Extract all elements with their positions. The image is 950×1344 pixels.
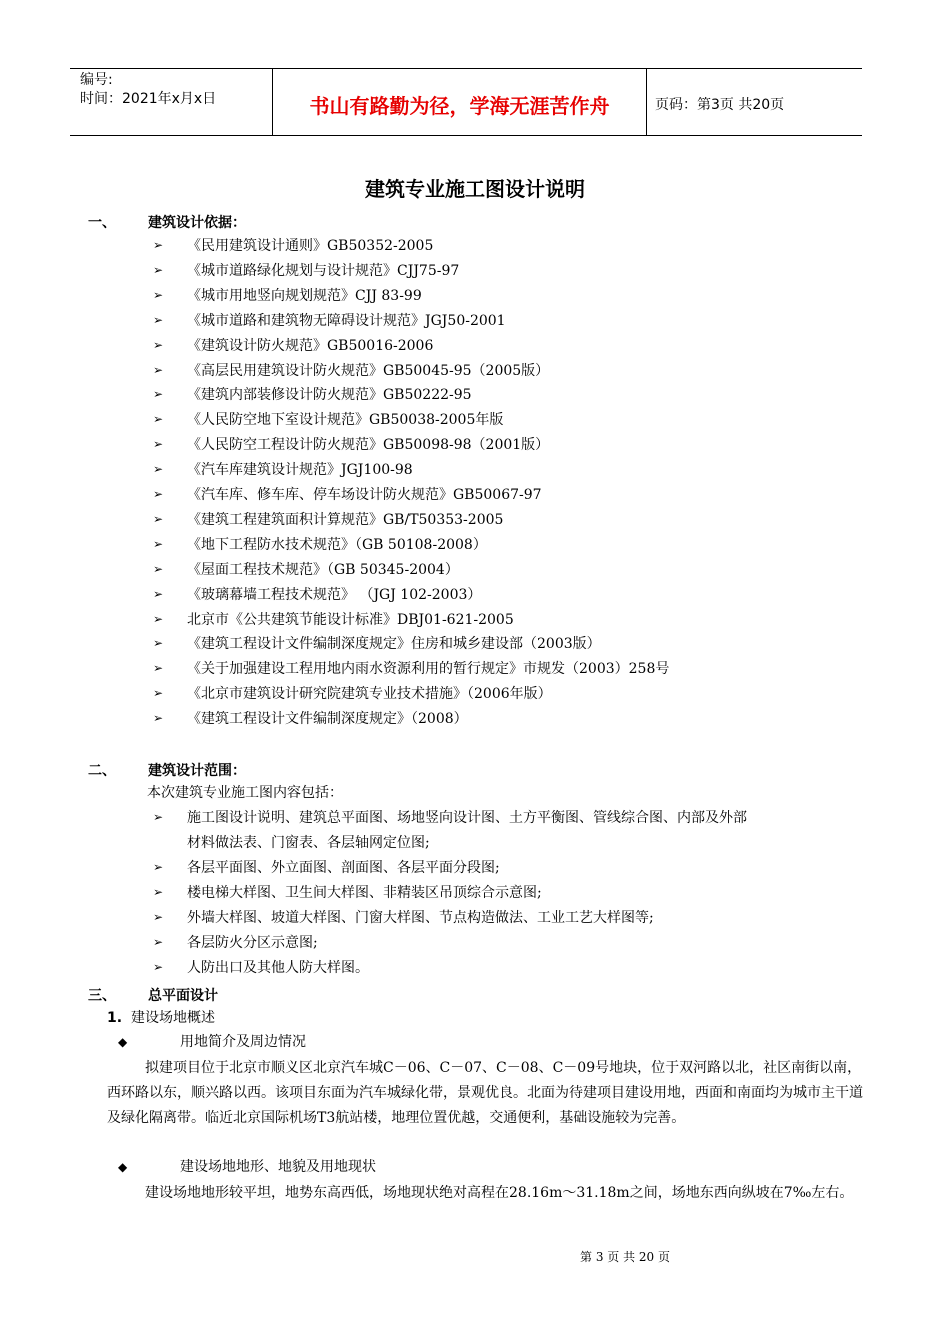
arrow-bullet-icon: ➢ — [153, 337, 164, 352]
reference-item: 《建筑工程建筑面积计算规范》GB/T50353-2005 — [187, 511, 504, 528]
reference-item: 北京市《公共建筑节能设计标准》DBJ01-621-2005 — [187, 611, 514, 628]
section-3-title: 总平面设计 — [148, 988, 218, 1004]
reference-item: 《高层民用建筑设计防火规范》GB50045-95（2005版） — [187, 362, 550, 379]
reference-item: 《汽车库建筑设计规范》JGJ100-98 — [187, 462, 413, 479]
header-left-cell — [70, 69, 273, 135]
reference-item: 《玻璃幕墙工程技术规范》 （JGJ 102-2003） — [187, 586, 482, 603]
item-b-heading: 建设场地地形、地貌及用地现状 — [180, 1159, 376, 1175]
section-1-heading — [88, 212, 246, 232]
subsection-1-label: 建设场地概述 — [130, 1010, 215, 1026]
arrow-bullet-icon: ➢ — [153, 561, 164, 576]
section-2-heading — [88, 760, 246, 780]
arrow-bullet-icon: ➢ — [153, 511, 164, 526]
reference-item: 《建筑工程设计文件编制深度规定》（2008） — [187, 711, 468, 728]
reference-item: 《人民防空工程设计防火规范》GB50098-98（2001版） — [187, 437, 550, 454]
scope-item: 楼电梯大样图、卫生间大样图、非精装区吊顶综合示意图; — [187, 885, 542, 901]
section-2-item-1-line-1: 施工图设计说明、建筑总平面图、场地竖向设计图、土方平衡图、管线综合图、内部及外部 — [187, 810, 747, 826]
arrow-bullet-icon: ➢ — [153, 611, 164, 626]
arrow-bullet-icon: ➢ — [153, 935, 164, 949]
header-time-label: 时间：2021年x月x日 — [80, 91, 217, 107]
reference-item: 《建筑内部装修设计防火规范》GB50222-95 — [187, 387, 472, 404]
header-number-label: 编号: — [80, 72, 113, 88]
arrow-bullet-icon: ➢ — [153, 910, 164, 924]
subsection-1 — [107, 1008, 215, 1028]
arrow-bullet-icon: ➢ — [153, 312, 164, 327]
reference-item: 《建筑工程设计文件编制深度规定》住房和城乡建设部（2003版） — [187, 636, 601, 653]
section-1-title: 建筑设计依据： — [148, 215, 246, 231]
section-2-title: 建筑设计范围： — [148, 763, 246, 779]
section-3-heading — [88, 985, 218, 1005]
section-2-intro: 本次建筑专业施工图内容包括： — [147, 785, 343, 801]
arrow-bullet-icon: ➢ — [153, 810, 164, 824]
header-motto: 书山有路勤为径，学海无涯苦作舟 — [273, 69, 647, 135]
reference-item: 《城市用地竖向规划规范》CJJ 83-99 — [187, 287, 422, 304]
reference-item: 《屋面工程技术规范》（GB 50345-2004） — [187, 561, 459, 578]
reference-item: 《建筑设计防火规范》GB50016-2006 — [187, 337, 434, 354]
section-1-number: 一、 — [88, 215, 116, 231]
arrow-bullet-icon: ➢ — [153, 586, 164, 601]
arrow-bullet-icon: ➢ — [153, 487, 164, 501]
reference-item: 《关于加强建设工程用地内雨水资源利用的暂行规定》市规发（2003）258号 — [187, 661, 670, 678]
reference-item: 《城市道路绿化规划与设计规范》CJJ75-97 — [187, 262, 460, 279]
reference-item: 《人民防空地下室设计规范》GB50038-2005年版 — [187, 412, 504, 429]
arrow-bullet-icon: ➢ — [153, 711, 164, 726]
page-footer: 第 3 页 共 20 页 — [580, 1250, 670, 1264]
arrow-bullet-icon: ➢ — [153, 412, 164, 427]
reference-item: 《地下工程防水技术规范》（GB 50108-2008） — [187, 536, 487, 553]
item-a-heading: 用地简介及周边情况 — [180, 1034, 306, 1050]
section-2-number: 二、 — [88, 763, 116, 779]
page-header — [70, 68, 862, 136]
arrow-bullet-icon: ➢ — [153, 885, 164, 899]
diamond-bullet-icon: ◆ — [118, 1160, 128, 1174]
diamond-bullet-icon: ◆ — [118, 1035, 128, 1049]
scope-item: 人防出口及其他人防大样图。 — [187, 960, 369, 976]
subsection-1-number: 1. — [107, 1010, 123, 1026]
arrow-bullet-icon: ➢ — [153, 661, 164, 676]
arrow-bullet-icon: ➢ — [153, 636, 164, 651]
arrow-bullet-icon: ➢ — [153, 262, 164, 277]
arrow-bullet-icon: ➢ — [153, 437, 164, 452]
arrow-bullet-icon: ➢ — [153, 287, 164, 302]
arrow-bullet-icon: ➢ — [153, 462, 164, 477]
item-a-paragraph: 拟建项目位于北京市顺义区北京汽车城C－06、C－07、C－08、C－09号地块，位于双河路以北，社区南街以南，西环路以东，顺兴路以西。该项目东面为汽车城绿化带，景观优良。北面为待建项目建设用地，西面和南面均为城市主干道及绿化隔离带。临近北京国际机场T3航站楼，地理位置优越，交通便利，基础设施较为完善。 — [107, 1060, 863, 1126]
arrow-bullet-icon: ➢ — [153, 387, 164, 402]
arrow-bullet-icon: ➢ — [153, 686, 164, 701]
reference-item: 《汽车库、修车库、停车场设计防火规范》GB50067-97 — [187, 487, 542, 503]
scope-item: 各层防火分区示意图; — [187, 935, 318, 951]
item-b-paragraph: 建设场地地形较平坦，地势东高西低，场地现状绝对高程在28.16m～31.18m之间，场地东西向纵坡在7‰左右。 — [145, 1185, 854, 1201]
arrow-bullet-icon: ➢ — [153, 960, 164, 974]
arrow-bullet-icon: ➢ — [153, 362, 164, 377]
arrow-bullet-icon: ➢ — [153, 860, 164, 874]
reference-item: 《城市道路和建筑物无障碍设计规范》JGJ50-2001 — [187, 312, 506, 329]
section-2-item-1-line-2: 材料做法表、门窗表、各层轴网定位图; — [187, 835, 430, 851]
document-title: 建筑专业施工图设计说明 — [365, 177, 585, 201]
arrow-bullet-icon: ➢ — [153, 536, 164, 551]
section-3-number: 三、 — [88, 988, 116, 1004]
scope-item: 各层平面图、外立面图、剖面图、各层平面分段图; — [187, 860, 500, 876]
header-page-info: 页码：第3页 共20页 — [655, 97, 785, 113]
reference-item: 《民用建筑设计通则》GB50352-2005 — [187, 238, 434, 254]
scope-item: 外墙大样图、坡道大样图、门窗大样图、节点构造做法、工业工艺大样图等; — [187, 910, 654, 926]
arrow-bullet-icon: ➢ — [153, 238, 164, 252]
reference-item: 《北京市建筑设计研究院建筑专业技术措施》（2006年版） — [187, 686, 552, 703]
